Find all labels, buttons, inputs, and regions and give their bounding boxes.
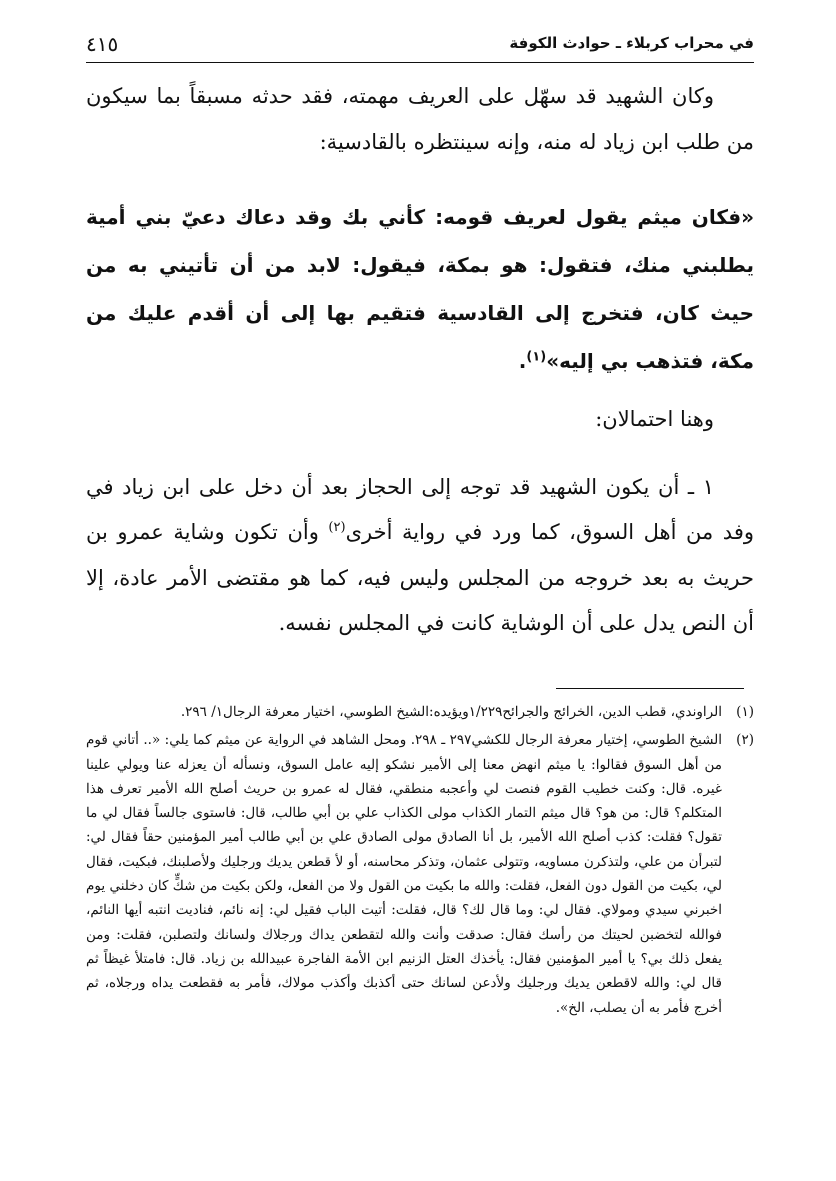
paragraph-2: وهنا احتمالان: (595, 407, 714, 431)
footnote-number: (٢) (736, 732, 754, 749)
footnotes (86, 700, 754, 1020)
paragraph-3 (86, 465, 754, 647)
footnote-ref-2: (٢) (328, 520, 346, 535)
quote-end: . (518, 349, 527, 373)
page-number: ٤١٥ (86, 32, 119, 56)
paragraph-1: وكان الشهيد قد سهّل على العريف مهمته، فقد حدثه مسبقاً بما سيكون من طلب ابن زياد له منه، وإنه سينتظره بالقادسية: (86, 84, 754, 154)
page-header (86, 32, 754, 63)
footnote-1 (86, 700, 754, 724)
footnote-text: الشيخ الطوسي، إختيار معرفة الرجال للكشي٢٩٧ ـ ٢٩٨. ومحل الشاهد في الرواية عن ميثم كما يلي: «.. أتاني قوم من أهل السوق فقالوا: يا ميثم انهض معنا إلى الأمير نشكو إليه عامل السوق، ونسأله أن يعزله عنا ويولي علينا غيره. قال: وكنت خطيب القوم فنصت لي وأعجبه منطقي، فقال له عمرو بن حريث أصلح الله الأمير تعرف هذا المتكلم؟ قال: من هو؟ قال ميثم التمار الكذاب مولى الكذاب علي بن أبي طالب، قال: فاستوى جالساً فقال لي ما تقول؟ فقلت: كذب أصلح الله الأمير، بل أنا الصادق مولى الصادق علي بن أبي طالب أمير المؤمنين حقاً فقال لي: لتبرأن من علي، ولتذكرن مساويه، وتتولى عثمان، وتذكر محاسنه، أو لأ قطعن يديك ورجليك ولأصلبنك، فبكيت، فقال لي، بكيت من القول دون الفعل، فقلت: والله ما بكيت من القول ولا من الفعل، ولكن بكيت من شكٍّ كان دخلني يوم اخبرني سيدي ومولاي. فقال لي: وما قال لك؟ قال، فقلت: أتيت الباب فقيل لي: إنه نائم، فناديت انتبه أيها النائم، فوالله لتخضبن لحيتك من رأسك فقال: صدقت وأنت والله لتقطعن يداك ورجلاك ولسانك ولتصلبن، فقلت: ومن يفعل ذلك بي؟ يا أمير المؤمنين فقال: يأخذك العتل الزنيم ابن الأمة الفاجرة عبيدالله بن زياد. قال: فامتلأ غيظاً ثم قال لي: والله لاقطعن يديك ورجليك ولأدعن لسانك حتى أكذبك وأكذب مولاك، فأمر به فقطعت يداه ورجلاه، ثم أخرج فأمر به أن يصلب، الخ». (86, 732, 722, 1016)
main-text (86, 74, 754, 647)
running-title: في محراب كربلاء ـ حوادث الكوفة (509, 34, 754, 52)
footnote-divider (556, 688, 744, 689)
paragraph-3-start: ١ ـ أن يكون الشهيد قد توجه إلى الحجاز بعد أن دخل على ابن زياد في وفد من أهل السوق، كما ورد في رواية أخرى (86, 474, 754, 544)
footnote-2 (86, 728, 754, 1020)
quote-paragraph (86, 193, 754, 385)
quote-text: «فكان ميثم يقول لعريف قومه: كأني بك وقد دعاك دعيّ بني أمية يطلبني منك، فتقول: هو بمكة، فيقول: لابد من أن تأتيني به من حيث كان، فتخرج إلى القادسية فتقيم بها إلى أن أقدم عليك من مكة، فتذهب بي إليه» (86, 205, 754, 373)
paragraph-3-end: وأن تكون وشاية عمرو بن حريث به بعد خروجه من المجلس وليس فيه، كما هو مقتضى الأمر عادة، إلا أن النص يدل على أن الوشاية كانت في المجلس نفسه. (86, 520, 754, 635)
footnote-number: (١) (736, 704, 754, 720)
footnote-ref-1: (١) (526, 349, 547, 365)
footnote-text: الراوندي، قطب الدين، الخرائج والجرائح١/٢٢٩ويؤيده:الشيخ الطوسي، اختيار معرفة الرجال١/ ٢٩٦. (180, 704, 722, 720)
